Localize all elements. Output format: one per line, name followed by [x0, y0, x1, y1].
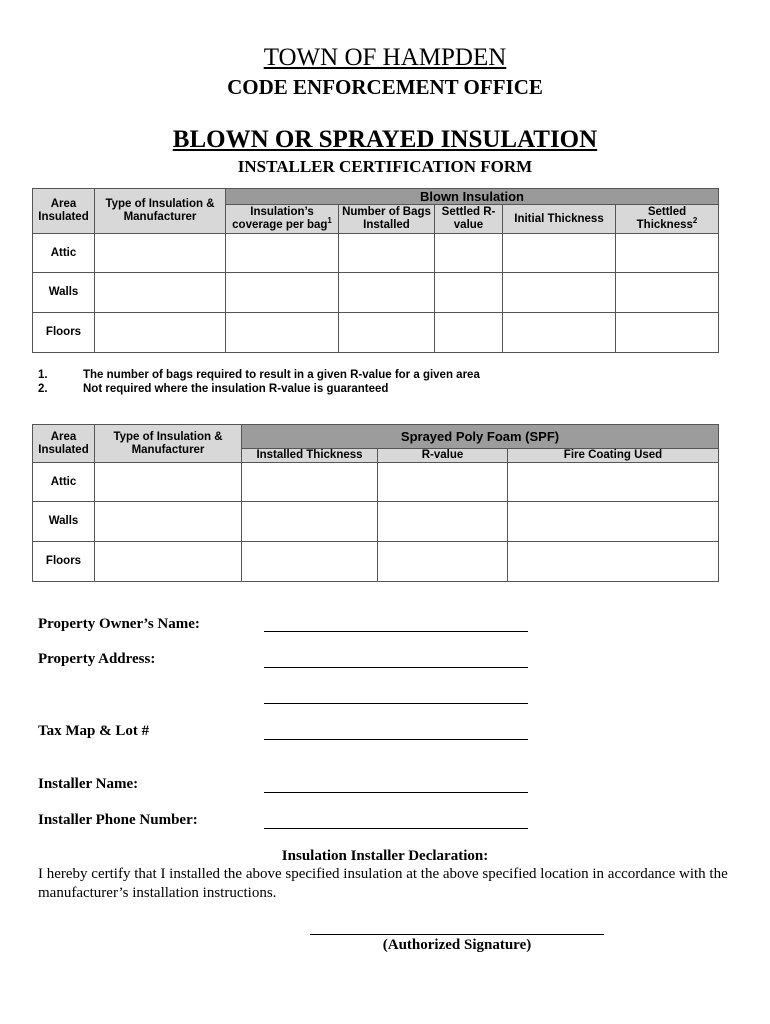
input-cell[interactable] [95, 542, 242, 582]
input-cell[interactable] [503, 273, 616, 313]
input-cell[interactable] [95, 234, 226, 273]
spf-insulation-table [32, 424, 719, 582]
input-cell[interactable] [435, 234, 503, 273]
header-type-manufacturer: Type of Insulation & Manufacturer [95, 189, 226, 234]
table-row [33, 273, 719, 313]
input-cell[interactable] [503, 234, 616, 273]
row-label-walls: Walls [33, 502, 95, 542]
header-initial-thickness: Initial Thickness [503, 205, 616, 234]
header-area-insulated: Area Insulated [33, 425, 95, 463]
input-cell[interactable] [226, 273, 339, 313]
input-cell[interactable] [242, 542, 378, 582]
office-title: CODE ENFORCEMENT OFFICE [227, 75, 543, 99]
table-row [33, 463, 719, 502]
signature-label: (Authorized Signature) [382, 937, 532, 953]
input-cell[interactable] [378, 502, 508, 542]
row-label-walls: Walls [33, 273, 95, 313]
footnotes [38, 368, 480, 396]
header-installed-thickness: Installed Thickness [242, 449, 378, 463]
blown-insulation-table [32, 188, 719, 353]
input-cell[interactable] [339, 273, 435, 313]
header-bags-installed: Number of Bags Installed [339, 205, 435, 234]
header-blown-insulation: Blown Insulation [226, 189, 719, 205]
property-address-label: Property Address: [38, 651, 156, 667]
tax-map-label: Tax Map & Lot # [38, 723, 150, 739]
input-cell[interactable] [95, 502, 242, 542]
input-cell[interactable] [503, 313, 616, 353]
owner-name-label: Property Owner’s Name: [38, 616, 200, 632]
installer-name-field[interactable] [264, 792, 528, 793]
declaration-text: I hereby certify that I installed the above specified insulation at the above specified location in accordance with the manufacturer’s installation instructions. [38, 866, 728, 901]
input-cell[interactable] [508, 542, 719, 582]
property-address-field[interactable] [264, 667, 528, 668]
input-cell[interactable] [242, 463, 378, 502]
declaration-title: Insulation Installer Declaration: [281, 848, 489, 864]
tax-map-field[interactable] [264, 739, 528, 740]
input-cell[interactable] [226, 313, 339, 353]
input-cell[interactable] [378, 542, 508, 582]
input-cell[interactable] [435, 313, 503, 353]
header-type-manufacturer: Type of Insulation & Manufacturer [95, 425, 242, 463]
input-cell[interactable] [508, 463, 719, 502]
row-label-attic: Attic [33, 234, 95, 273]
input-cell[interactable] [378, 463, 508, 502]
input-cell[interactable] [508, 502, 719, 542]
input-cell[interactable] [616, 273, 719, 313]
input-cell[interactable] [339, 313, 435, 353]
input-cell[interactable] [95, 463, 242, 502]
header-coverage-per-bag: Insulation’s coverage per bag$^1$ [226, 205, 339, 234]
header-settled-thickness: Settled Thickness$^2$ [616, 205, 719, 234]
table-row [33, 502, 719, 542]
town-title: TOWN OF HAMPDEN [263, 44, 507, 71]
input-cell[interactable] [435, 273, 503, 313]
row-label-attic: Attic [33, 463, 95, 502]
installer-phone-label: Installer Phone Number: [38, 812, 198, 828]
form-title: BLOWN OR SPRAYED INSULATION [172, 126, 598, 153]
form-subtitle: INSTALLER CERTIFICATION FORM [237, 157, 533, 176]
input-cell[interactable] [226, 234, 339, 273]
footnote: 2. Not required where the insulation R-value is guaranteed [38, 383, 389, 395]
input-cell[interactable] [242, 502, 378, 542]
owner-name-field[interactable] [264, 631, 528, 632]
signature-field[interactable] [310, 934, 604, 935]
header-area-insulated: Area Insulated [33, 189, 95, 234]
property-address-field-line2[interactable] [264, 703, 528, 704]
header-settled-rvalue: Settled R-value [435, 205, 503, 234]
input-cell[interactable] [95, 273, 226, 313]
footnote: 1. The number of bags required to result in a given R-value for a given area [38, 369, 480, 381]
table-row [33, 234, 719, 273]
row-label-floors: Floors [33, 542, 95, 582]
installer-phone-field[interactable] [264, 828, 528, 829]
input-cell[interactable] [616, 313, 719, 353]
input-cell[interactable] [616, 234, 719, 273]
installer-name-label: Installer Name: [38, 776, 139, 792]
table-row [33, 542, 719, 582]
header-rvalue: R-value [378, 449, 508, 463]
input-cell[interactable] [95, 313, 226, 353]
header-fire-coating: Fire Coating Used [508, 449, 719, 463]
header-sprayed-poly-foam: Sprayed Poly Foam (SPF) [242, 425, 719, 449]
input-cell[interactable] [339, 234, 435, 273]
table-row [33, 313, 719, 353]
row-label-floors: Floors [33, 313, 95, 353]
